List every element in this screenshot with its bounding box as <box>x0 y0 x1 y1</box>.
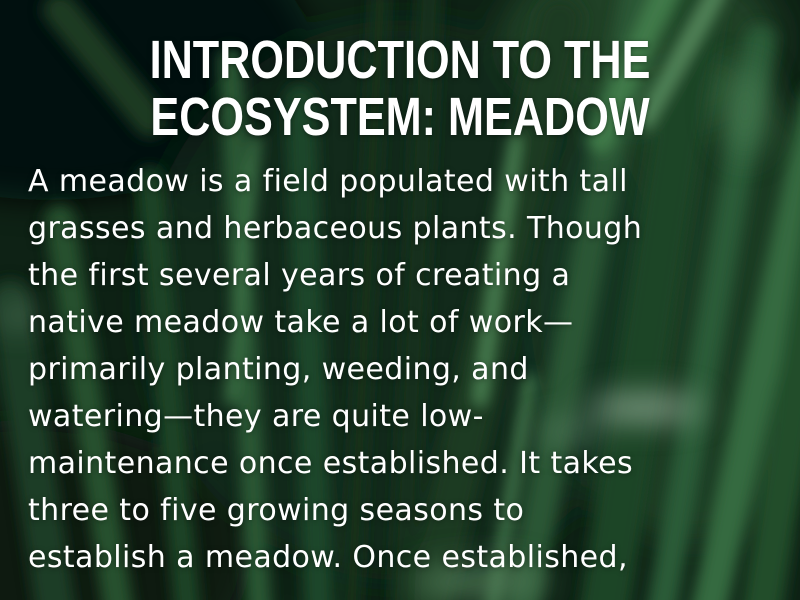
body-text-line: grasses and herbaceous plants. Though <box>28 211 643 246</box>
body-text <box>0 158 800 581</box>
body-text-line: A meadow is a field populated with tall <box>28 164 628 199</box>
body-text-line: primarily planting, weeding, and <box>28 352 529 387</box>
body-text-line: native meadow take a lot of work— <box>28 305 574 340</box>
title-line: ECOSYSTEM: MEADOW <box>150 87 650 147</box>
body-text-line: the first several years of creating a <box>28 258 571 293</box>
page-title <box>80 32 720 146</box>
body-text-line: watering—they are quite low- <box>28 399 484 434</box>
body-text-line: three to five growing seasons to <box>28 493 525 528</box>
body-text-line: maintenance once established. It takes <box>28 446 633 481</box>
title-line: INTRODUCTION TO THE <box>149 30 651 90</box>
body-text-line: establish a meadow. Once established, <box>28 540 628 575</box>
